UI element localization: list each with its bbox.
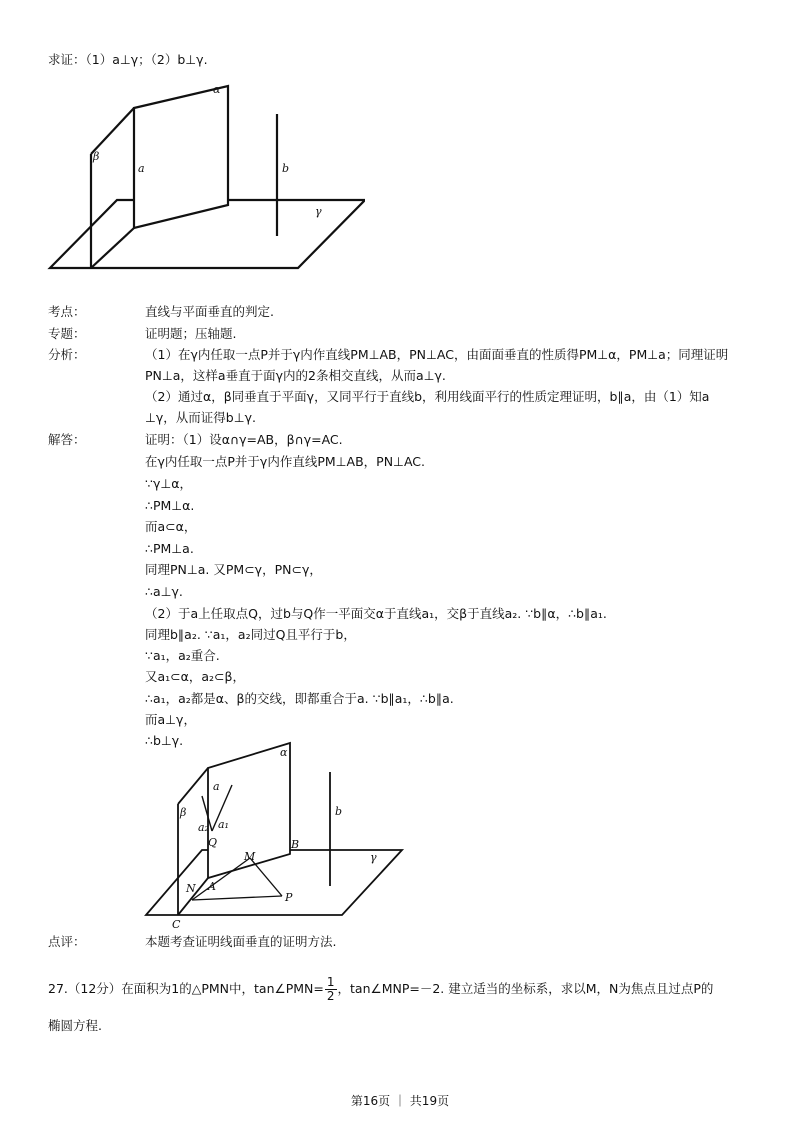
label-A: A [208,880,216,893]
analysis-p1-line2: PN⊥a，这样a垂直于面γ内的2条相交直线，从而a⊥γ. [145,368,446,383]
solution-line: （2）于a上任取点Q，过b与Q作一平面交α于直线a₁，交β于直线a₂. ∵b∥α，∴b∥a₁. [145,606,607,621]
meta-text-zhuanti: 证明题；压轴题. [145,326,237,341]
analysis-label: 分析： [48,347,86,362]
label-B: B [291,838,300,851]
label-beta-2: β [180,806,187,819]
question-27 [48,976,783,1003]
label-gamma-1: γ [315,205,322,218]
q27-line2: 椭圆方程. [48,1018,102,1033]
analysis-p1-line1: （1）在γ内任取一点P并于γ内作直线PM⊥AB，PN⊥AC，由面面垂直的性质得PM⊥α，PM⊥a；同理证明 [145,347,729,362]
label-a-1: a [138,162,145,175]
solution-line: ∴a⊥γ. [145,584,183,599]
comment-text: 本题考查证明线面垂直的证明方法. [145,934,337,949]
q27-fraction [325,976,337,1003]
label-gamma-2: γ [370,851,377,864]
solution-line: ∵a₁，a₂重合. [145,648,220,663]
label-Q: Q [208,836,218,849]
solution-line: ∴b⊥γ. [145,733,184,748]
solution-line: ∴PM⊥a. [145,541,194,556]
label-beta-1: β [93,150,100,163]
q27-frac-den: 2 [326,989,335,1003]
label-N: N [186,882,196,895]
figure-planes-2 [140,738,420,933]
solution-line: 在γ内任取一点P并于γ内作直线PM⊥AB，PN⊥AC. [145,454,425,469]
prove-statement: 求证：（1）a⊥γ；（2）b⊥γ. [48,52,208,67]
analysis-p2-line2: ⊥γ，从而证得b⊥γ. [145,410,256,425]
label-b-2: b [335,805,343,818]
solution-line: 而a⊂α， [145,519,197,534]
q27-text-after: ，tan∠MNP=－2. 建立适当的坐标系，求以M，N为焦点且过点P的 [337,981,714,996]
page-footer: 第16页 ｜ 共19页 [350,1094,450,1108]
solution-line: 又a₁⊂α，a₂⊂β， [145,669,246,684]
solution-label: 解答： [48,432,86,447]
comment-label: 点评： [48,934,86,949]
label-a-2: a [213,780,220,793]
solution-line: ∴a₁，a₂都是α、β的交线，即都重合于a. ∵b∥a₁，∴b∥a. [145,691,454,706]
solution-line: 同理PN⊥a. 又PM⊂γ，PN⊂γ， [145,562,322,577]
label-P: P [285,891,293,904]
label-a2-2: a₂ [198,821,209,834]
label-M: M [244,850,256,863]
meta-label-zhuanti: 专题： [48,326,86,341]
solution-line: 而a⊥γ， [145,712,196,727]
label-alpha-2: α [280,746,288,759]
figure-planes-1 [45,78,365,273]
solution-line: ∵γ⊥α， [145,476,192,491]
analysis-p2-line1: （2）通过α，β同垂直于平面γ，又同平行于直线b，利用线面平行的性质定理证明，b∥a，由（1）知a [145,389,710,404]
q27-text-before: 27.（12分）在面积为1的△PMN中，tan∠PMN= [48,981,324,996]
q27-frac-num: 1 [326,975,335,989]
label-C: C [172,918,181,931]
meta-label-kaodian: 考点： [48,304,86,319]
solution-line: 同理b∥a₂. ∵a₁，a₂同过Q且平行于b， [145,627,356,642]
meta-text-kaodian: 直线与平面垂直的判定. [145,304,274,319]
solution-line: 证明：（1）设α∩γ=AB，β∩γ=AC. [145,432,343,447]
label-alpha-1: α [213,83,221,96]
label-a1-2: a₁ [218,818,229,831]
label-b-1: b [282,162,290,175]
solution-line: ∴PM⊥α. [145,498,195,513]
